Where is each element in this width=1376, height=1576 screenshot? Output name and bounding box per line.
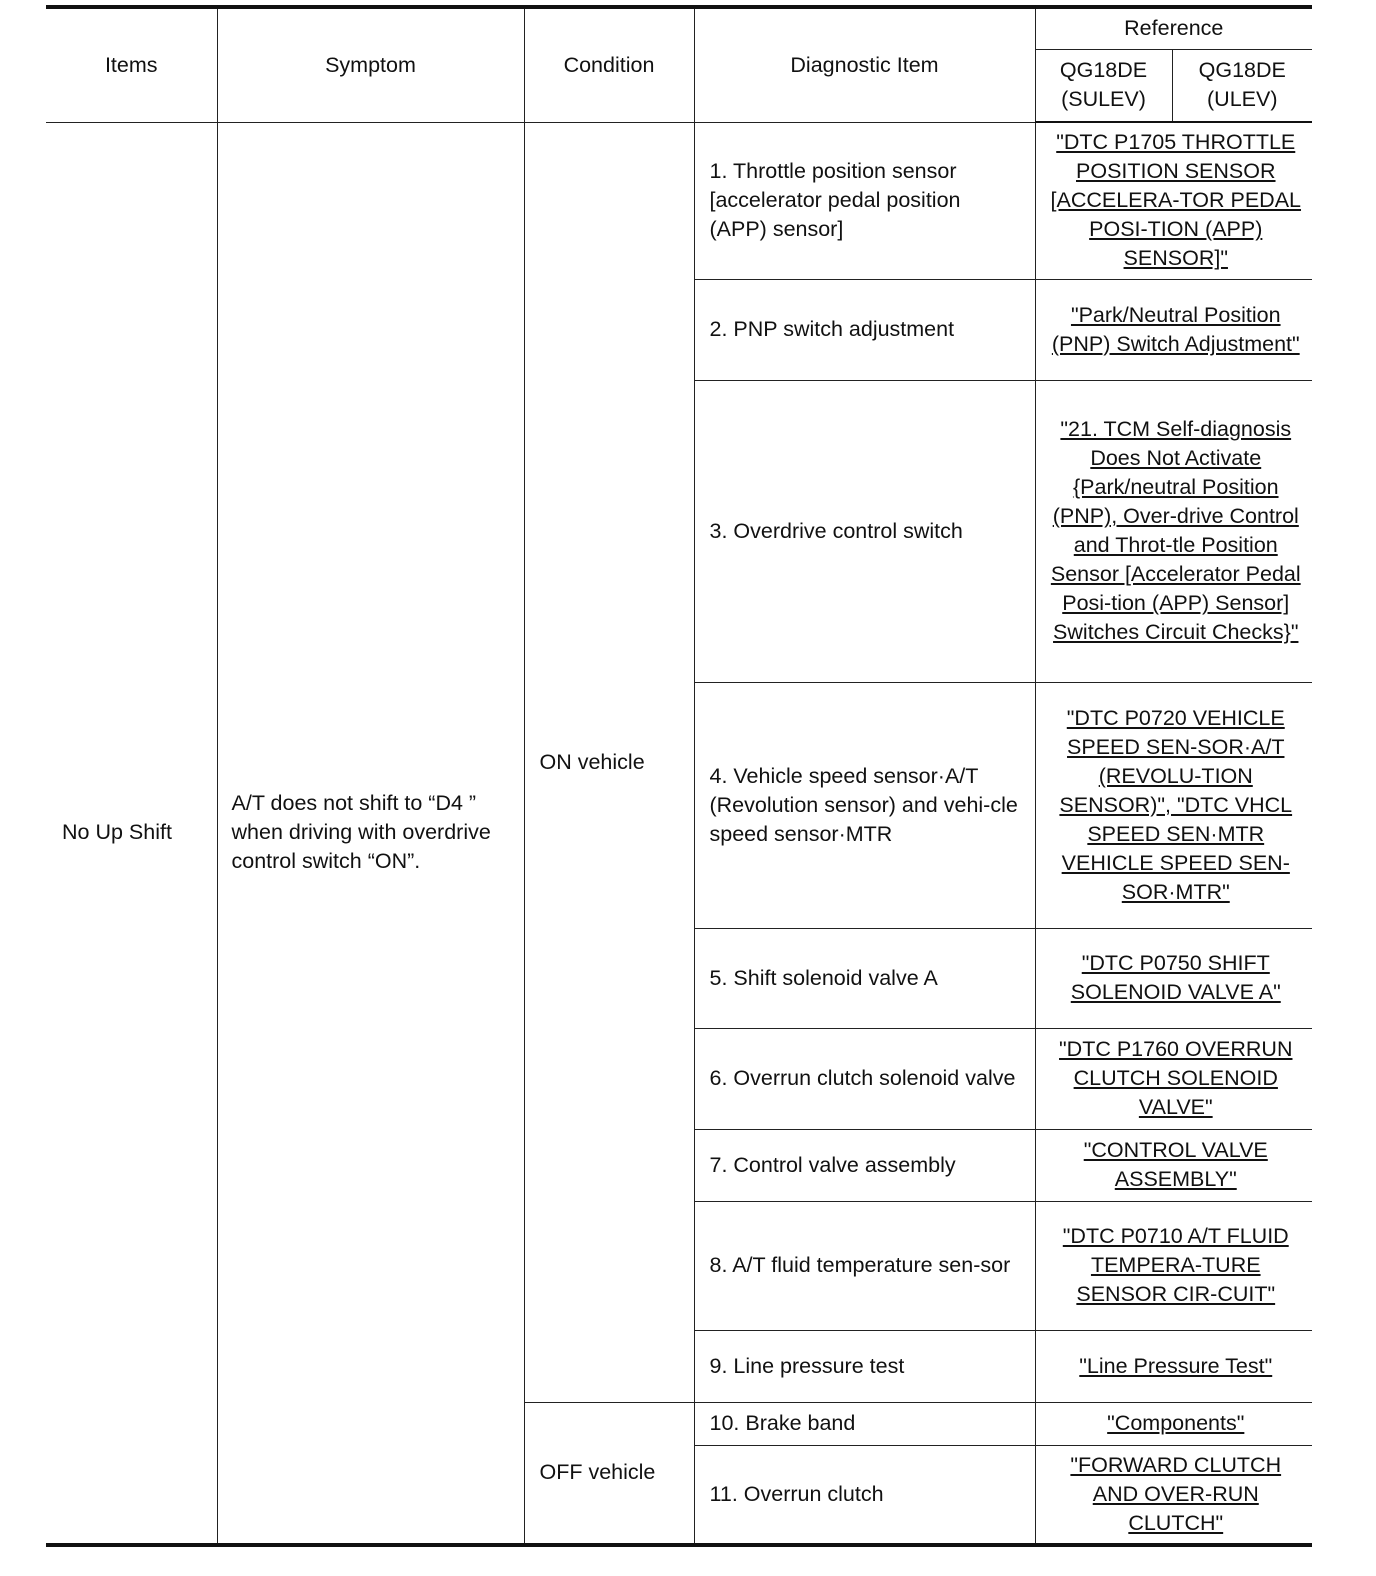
diagnostic-item: 8. A/T fluid temperature sen-sor bbox=[694, 1201, 1035, 1330]
header-diagnostic-item: Diagnostic Item bbox=[694, 7, 1035, 122]
symptom-cell: A/T does not shift to “D4 ” when driving with overdrive control switch “ON”. bbox=[217, 122, 524, 1545]
reference-link[interactable]: "21. TCM Self-diagnosis Does Not Activate {Park/neutral Position (PNP), Over-drive Control and Throt-tle Position Sensor [Accelerator Pedal Posi-tion (APP) Sensor] Switches Circuit Checks}" bbox=[1050, 417, 1301, 644]
reference-cell bbox=[1035, 1330, 1312, 1402]
diagnostic-table bbox=[46, 5, 1312, 1547]
header-ref-sulev: QG18DE (SULEV) bbox=[1035, 49, 1172, 122]
reference-link[interactable]: "CONTROL VALVE ASSEMBLY" bbox=[1083, 1138, 1268, 1191]
reference-cell bbox=[1035, 1402, 1312, 1445]
item-cell: No Up Shift bbox=[46, 122, 217, 1545]
reference-cell bbox=[1035, 380, 1312, 682]
header-symptom: Symptom bbox=[217, 7, 524, 122]
header-reference: Reference bbox=[1035, 7, 1312, 49]
reference-link[interactable]: "FORWARD CLUTCH AND OVER-RUN CLUTCH" bbox=[1070, 1452, 1282, 1535]
diagnostic-item: 1. Throttle position sensor [accelerator pedal position (APP) sensor] bbox=[694, 122, 1035, 279]
reference-link[interactable]: "DTC P0750 SHIFT SOLENOID VALVE A" bbox=[1070, 951, 1281, 1004]
reference-cell bbox=[1035, 1028, 1312, 1129]
condition-off-vehicle: OFF vehicle bbox=[524, 1402, 694, 1545]
condition-on-vehicle: ON vehicle bbox=[524, 122, 694, 1402]
diagnostic-item: 6. Overrun clutch solenoid valve bbox=[694, 1028, 1035, 1129]
reference-cell bbox=[1035, 682, 1312, 928]
diagnostic-item: 7. Control valve assembly bbox=[694, 1129, 1035, 1201]
reference-cell bbox=[1035, 279, 1312, 380]
diagnostic-item: 2. PNP switch adjustment bbox=[694, 279, 1035, 380]
diagnostic-item: 10. Brake band bbox=[694, 1402, 1035, 1445]
reference-cell bbox=[1035, 1129, 1312, 1201]
diagnostic-item: 9. Line pressure test bbox=[694, 1330, 1035, 1402]
diagnostic-item: 5. Shift solenoid valve A bbox=[694, 928, 1035, 1028]
diagnostic-item: 4. Vehicle speed sensor·A/T (Revolution sensor) and vehi-cle speed sensor·MTR bbox=[694, 682, 1035, 928]
reference-cell bbox=[1035, 122, 1312, 279]
header-condition: Condition bbox=[524, 7, 694, 122]
reference-cell bbox=[1035, 928, 1312, 1028]
reference-link[interactable]: "Line Pressure Test" bbox=[1079, 1353, 1273, 1378]
header-items: Items bbox=[46, 7, 217, 122]
reference-link[interactable]: "Park/Neutral Position (PNP) Switch Adjustment" bbox=[1051, 302, 1300, 356]
reference-link[interactable]: "DTC P1705 THROTTLE POSITION SENSOR [ACCELERA-TOR PEDAL POSI-TION (APP) SENSOR]" bbox=[1050, 130, 1302, 271]
reference-link[interactable]: "Components" bbox=[1107, 1411, 1245, 1435]
diagnostic-item: 11. Overrun clutch bbox=[694, 1445, 1035, 1545]
reference-link[interactable]: "DTC P0710 A/T FLUID TEMPERA-TURE SENSOR CIR-CUIT" bbox=[1062, 1224, 1289, 1306]
reference-cell bbox=[1035, 1201, 1312, 1330]
header-ref-ulev: QG18DE (ULEV) bbox=[1172, 49, 1312, 122]
diagnostic-item: 3. Overdrive control switch bbox=[694, 380, 1035, 682]
reference-link[interactable]: "DTC P0720 VEHICLE SPEED SEN-SOR·A/T (REVOLU-TION SENSOR)", "DTC VHCL SPEED SEN·MTR VEHICLE SPEED SEN-SOR·MTR" bbox=[1059, 705, 1293, 904]
reference-link[interactable]: "DTC P1760 OVERRUN CLUTCH SOLENOID VALVE" bbox=[1059, 1037, 1293, 1119]
reference-cell bbox=[1035, 1445, 1312, 1545]
